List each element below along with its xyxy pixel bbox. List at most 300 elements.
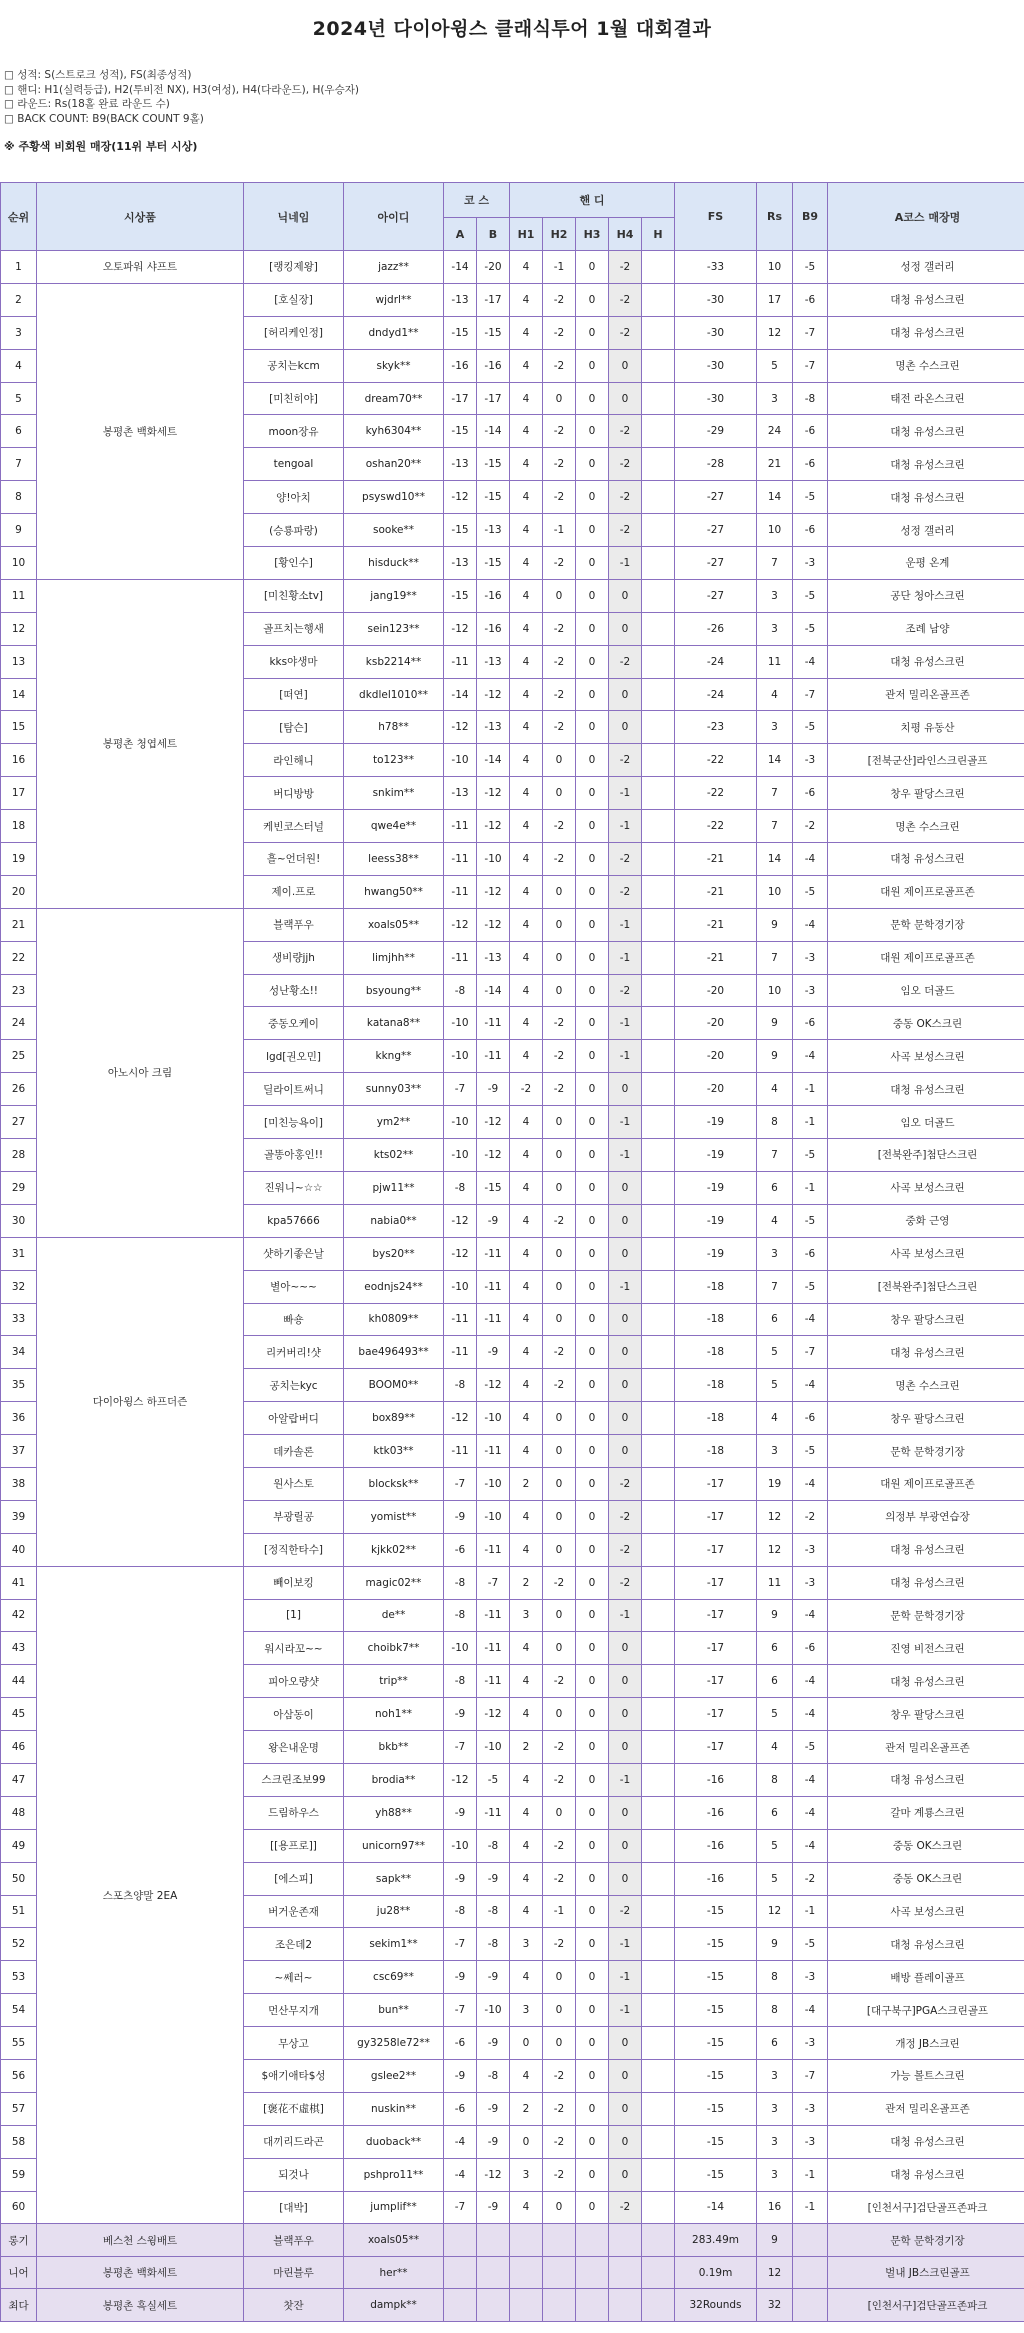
cell-nickname: 공치는kcm	[244, 349, 344, 382]
cell-h	[642, 612, 675, 645]
cell-fs: -15	[675, 2125, 757, 2158]
cell-course-b: -13	[477, 711, 510, 744]
cell-h	[642, 2092, 675, 2125]
cell-h4: 0	[609, 1731, 642, 1764]
cell-h3: 0	[576, 2158, 609, 2191]
cell-store: 태전 라온스크린	[828, 382, 1024, 415]
cell-fs: -17	[675, 1632, 757, 1665]
cell-rank: 15	[1, 711, 37, 744]
cell-empty	[510, 2289, 543, 2322]
cell-h3: 0	[576, 1500, 609, 1533]
cell-h	[642, 514, 675, 547]
cell-b9: -3	[793, 1533, 828, 1566]
cell-course-a: -8	[444, 1895, 477, 1928]
cell-h1: 4	[510, 1500, 543, 1533]
cell-nickname: 빠숑	[244, 1303, 344, 1336]
cell-course-b: -11	[477, 1796, 510, 1829]
cell-id: brodia**	[344, 1763, 444, 1796]
cell-course-a: -11	[444, 1435, 477, 1468]
cell-h4: -2	[609, 481, 642, 514]
cell-rs: 7	[757, 810, 793, 843]
cell-id: leess38**	[344, 843, 444, 876]
cell-nickname: 블랙푸우	[244, 908, 344, 941]
cell-h3: 0	[576, 1007, 609, 1040]
cell-h1: 4	[510, 941, 543, 974]
cell-nickname: 원사스토	[244, 1467, 344, 1500]
cell-h2: -2	[543, 1862, 576, 1895]
cell-id: dkdlel1010**	[344, 678, 444, 711]
cell-course-a: -12	[444, 711, 477, 744]
cell-b9: -4	[793, 1303, 828, 1336]
cell-h	[642, 2059, 675, 2092]
cell-course-b: -17	[477, 382, 510, 415]
cell-h1: 0	[510, 2125, 543, 2158]
cell-store: 명촌 수스크린	[828, 349, 1024, 382]
cell-fs: -20	[675, 1007, 757, 1040]
cell-h	[642, 1928, 675, 1961]
cell-b9: -2	[793, 810, 828, 843]
cell-id: bun**	[344, 1994, 444, 2027]
cell-empty	[576, 2256, 609, 2289]
cell-rs: 6	[757, 1303, 793, 1336]
cell-h3: 0	[576, 875, 609, 908]
cell-h	[642, 547, 675, 580]
cell-award-nickname: 블랙푸우	[244, 2224, 344, 2257]
header-h4: H4	[609, 218, 642, 251]
cell-h2: 0	[543, 2027, 576, 2060]
cell-h4: 0	[609, 1632, 642, 1665]
cell-h1: 4	[510, 1698, 543, 1731]
cell-h1: 4	[510, 1369, 543, 1402]
cell-course-a: -15	[444, 579, 477, 612]
cell-rank: 24	[1, 1007, 37, 1040]
cell-rs: 11	[757, 1566, 793, 1599]
cell-course-a: -15	[444, 514, 477, 547]
cell-h4: 0	[609, 678, 642, 711]
cell-course-b: -11	[477, 1665, 510, 1698]
cell-id: kh0809**	[344, 1303, 444, 1336]
cell-store: 중동 OK스크린	[828, 1007, 1024, 1040]
cell-rs: 10	[757, 974, 793, 1007]
cell-h1: 4	[510, 875, 543, 908]
cell-h	[642, 941, 675, 974]
cell-b9: -5	[793, 481, 828, 514]
cell-h2: -2	[543, 1566, 576, 1599]
cell-h4: -1	[609, 810, 642, 843]
cell-store: 배방 플레이골프	[828, 1961, 1024, 1994]
cell-course-b: -14	[477, 974, 510, 1007]
cell-h3: 0	[576, 2059, 609, 2092]
cell-store: 대청 유성스크린	[828, 2125, 1024, 2158]
cell-h	[642, 251, 675, 284]
cell-nickname: $애기애타$성	[244, 2059, 344, 2092]
cell-h1: 4	[510, 711, 543, 744]
cell-fs: -14	[675, 2191, 757, 2224]
cell-award-rs: 12	[757, 2256, 793, 2289]
cell-store: 대청 유성스크린	[828, 1566, 1024, 1599]
cell-store: 대청 유성스크린	[828, 1665, 1024, 1698]
cell-h4: -1	[609, 1007, 642, 1040]
cell-h2: -2	[543, 1829, 576, 1862]
cell-h3: 0	[576, 1204, 609, 1237]
cell-store: 중동 OK스크린	[828, 1829, 1024, 1862]
cell-h	[642, 316, 675, 349]
note-handicap: □ 핸디: H1(실력등급), H2(투비전 NX), H3(여성), H4(다라운드), H(우승자)	[4, 83, 359, 96]
cell-store: 창우 팔당스크린	[828, 1698, 1024, 1731]
cell-award-label: 롱기	[1, 2224, 37, 2257]
cell-rs: 5	[757, 349, 793, 382]
cell-nickname: [미친능욕이]	[244, 1106, 344, 1139]
cell-h4: -1	[609, 1599, 642, 1632]
cell-store: 진영 비전스크린	[828, 1632, 1024, 1665]
cell-course-a: -7	[444, 2191, 477, 2224]
cell-h3: 0	[576, 1994, 609, 2027]
cell-rs: 9	[757, 1007, 793, 1040]
cell-course-a: -8	[444, 1665, 477, 1698]
cell-course-a: -9	[444, 2059, 477, 2092]
cell-id: gslee2**	[344, 2059, 444, 2092]
cell-fs: -27	[675, 514, 757, 547]
cell-fs: -16	[675, 1862, 757, 1895]
cell-h	[642, 1237, 675, 1270]
table-row	[1, 579, 1024, 612]
cell-h1: 4	[510, 448, 543, 481]
cell-empty	[609, 2224, 642, 2257]
cell-h3: 0	[576, 1928, 609, 1961]
cell-empty	[642, 2224, 675, 2257]
cell-rank: 29	[1, 1171, 37, 1204]
cell-h3: 0	[576, 908, 609, 941]
cell-nickname: [허리케인정]	[244, 316, 344, 349]
cell-h3: 0	[576, 415, 609, 448]
cell-course-a: -7	[444, 1073, 477, 1106]
cell-nickname: 피아오량샷	[244, 1665, 344, 1698]
cell-rank: 19	[1, 843, 37, 876]
cell-nickname: 드림하우스	[244, 1796, 344, 1829]
cell-h	[642, 1895, 675, 1928]
cell-h2: -1	[543, 251, 576, 284]
cell-h3: 0	[576, 974, 609, 1007]
cell-h4: 0	[609, 711, 642, 744]
cell-h4: -2	[609, 875, 642, 908]
cell-rank: 17	[1, 777, 37, 810]
cell-store: 대청 유성스크린	[828, 415, 1024, 448]
cell-nickname: [정직한타수]	[244, 1533, 344, 1566]
cell-store: 사곡 보성스크린	[828, 1895, 1024, 1928]
cell-rs: 4	[757, 1073, 793, 1106]
cell-course-a: -15	[444, 316, 477, 349]
cell-b9: -7	[793, 678, 828, 711]
cell-h4: -2	[609, 744, 642, 777]
cell-course-a: -4	[444, 2158, 477, 2191]
cell-course-b: -9	[477, 1862, 510, 1895]
cell-course-a: -17	[444, 382, 477, 415]
header-fs: FS	[675, 183, 757, 251]
cell-b9: -7	[793, 1336, 828, 1369]
cell-h1: 4	[510, 283, 543, 316]
cell-h3: 0	[576, 481, 609, 514]
cell-nickname: 부광릴공	[244, 1500, 344, 1533]
cell-award-store: 문학 문학경기장	[828, 2224, 1024, 2257]
cell-course-b: -12	[477, 875, 510, 908]
cell-h	[642, 1566, 675, 1599]
cell-rs: 3	[757, 711, 793, 744]
cell-rs: 12	[757, 1895, 793, 1928]
cell-store: 대청 유성스크린	[828, 448, 1024, 481]
cell-course-b: -10	[477, 1500, 510, 1533]
cell-course-b: -17	[477, 283, 510, 316]
cell-store: 사곡 보성스크린	[828, 1237, 1024, 1270]
cell-fs: -17	[675, 1599, 757, 1632]
cell-id: h78**	[344, 711, 444, 744]
cell-h1: 4	[510, 1303, 543, 1336]
cell-h	[642, 1171, 675, 1204]
cell-fs: -24	[675, 678, 757, 711]
cell-course-b: -15	[477, 547, 510, 580]
cell-id: hisduck**	[344, 547, 444, 580]
cell-h2: 0	[543, 1961, 576, 1994]
cell-store: 운평 온계	[828, 547, 1024, 580]
cell-b9: -3	[793, 2092, 828, 2125]
cell-fs: -22	[675, 777, 757, 810]
cell-h3: 0	[576, 2027, 609, 2060]
cell-h1: 2	[510, 2092, 543, 2125]
cell-empty	[576, 2224, 609, 2257]
cell-rs: 5	[757, 1336, 793, 1369]
cell-h2: -2	[543, 316, 576, 349]
cell-h3: 0	[576, 678, 609, 711]
cell-h1: 4	[510, 579, 543, 612]
cell-course-a: -12	[444, 481, 477, 514]
cell-fs: -17	[675, 1665, 757, 1698]
cell-rank: 16	[1, 744, 37, 777]
cell-id: hwang50**	[344, 875, 444, 908]
cell-b9: -3	[793, 2027, 828, 2060]
cell-h1: 4	[510, 349, 543, 382]
cell-b9: -4	[793, 1763, 828, 1796]
cell-h4: -2	[609, 415, 642, 448]
cell-h2: -2	[543, 843, 576, 876]
cell-course-b: -10	[477, 1731, 510, 1764]
cell-fs: -21	[675, 843, 757, 876]
cell-h4: -2	[609, 645, 642, 678]
cell-h3: 0	[576, 251, 609, 284]
cell-course-a: -6	[444, 1533, 477, 1566]
cell-empty	[543, 2256, 576, 2289]
cell-award-store: [인천서구]검단골프존파크	[828, 2289, 1024, 2322]
cell-id: bsyoung**	[344, 974, 444, 1007]
cell-h	[642, 382, 675, 415]
cell-empty	[444, 2256, 477, 2289]
cell-prize: 봉평촌 청엽세트	[37, 579, 244, 908]
cell-h4: 0	[609, 2059, 642, 2092]
cell-award-id: dampk**	[344, 2289, 444, 2322]
cell-h4: 0	[609, 1336, 642, 1369]
cell-rs: 12	[757, 316, 793, 349]
table-row	[1, 251, 1024, 284]
cell-h4: -2	[609, 514, 642, 547]
cell-store: 대청 유성스크린	[828, 283, 1024, 316]
cell-rs: 3	[757, 2125, 793, 2158]
cell-id: ksb2214**	[344, 645, 444, 678]
cell-h1: 4	[510, 382, 543, 415]
cell-b9: -4	[793, 1369, 828, 1402]
cell-course-a: -10	[444, 1270, 477, 1303]
cell-h3: 0	[576, 777, 609, 810]
cell-rs: 9	[757, 1928, 793, 1961]
cell-h	[642, 1204, 675, 1237]
cell-h1: 4	[510, 678, 543, 711]
cell-course-a: -9	[444, 1500, 477, 1533]
cell-course-b: -11	[477, 1599, 510, 1632]
cell-prize: 아노시아 크림	[37, 908, 244, 1237]
cell-h1: 4	[510, 316, 543, 349]
cell-course-b: -15	[477, 316, 510, 349]
cell-h1: 4	[510, 2191, 543, 2224]
cell-course-a: -11	[444, 843, 477, 876]
cell-nickname: 별아~~~	[244, 1270, 344, 1303]
cell-id: ktk03**	[344, 1435, 444, 1468]
cell-rs: 6	[757, 2027, 793, 2060]
header-course: 코 스	[444, 183, 510, 218]
cell-rank: 30	[1, 1204, 37, 1237]
cell-course-b: -12	[477, 908, 510, 941]
cell-store: 대청 유성스크린	[828, 645, 1024, 678]
cell-award-prize: 봉평촌 흑실세트	[37, 2289, 244, 2322]
cell-store: 대청 유성스크린	[828, 2158, 1024, 2191]
cell-store: 명촌 수스크린	[828, 810, 1024, 843]
cell-id: box89**	[344, 1402, 444, 1435]
cell-nickname: 왕은내운명	[244, 1731, 344, 1764]
cell-fs: -26	[675, 612, 757, 645]
cell-h	[642, 1073, 675, 1106]
cell-h1: 3	[510, 2158, 543, 2191]
cell-b9: -4	[793, 1467, 828, 1500]
cell-h2: 0	[543, 908, 576, 941]
cell-course-b: -8	[477, 1928, 510, 1961]
cell-rank: 11	[1, 579, 37, 612]
cell-h3: 0	[576, 1171, 609, 1204]
cell-fs: -17	[675, 1731, 757, 1764]
cell-nickname: 데카솔론	[244, 1435, 344, 1468]
cell-nickname: [褒花不虛棋]	[244, 2092, 344, 2125]
cell-h2: -2	[543, 2092, 576, 2125]
cell-h4: -1	[609, 1270, 642, 1303]
cell-h1: 4	[510, 1895, 543, 1928]
cell-empty	[477, 2289, 510, 2322]
cell-prize: 오토파워 샤프트	[37, 251, 244, 284]
cell-nickname: 제이.프로	[244, 875, 344, 908]
cell-b9: -4	[793, 1665, 828, 1698]
cell-rank: 58	[1, 2125, 37, 2158]
cell-empty	[642, 2289, 675, 2322]
cell-rank: 49	[1, 1829, 37, 1862]
cell-id: bys20**	[344, 1237, 444, 1270]
cell-h1: 4	[510, 1665, 543, 1698]
cell-rank: 40	[1, 1533, 37, 1566]
cell-course-b: -10	[477, 1402, 510, 1435]
cell-rs: 8	[757, 1106, 793, 1139]
cell-award-store: 벌내 JB스크린골프	[828, 2256, 1024, 2289]
cell-rank: 26	[1, 1073, 37, 1106]
cell-h	[642, 1007, 675, 1040]
cell-h4: -2	[609, 251, 642, 284]
header-b9: B9	[793, 183, 828, 251]
cell-rs: 5	[757, 1698, 793, 1731]
cell-h4: -1	[609, 941, 642, 974]
cell-nickname: 무상고	[244, 2027, 344, 2060]
cell-b9: -7	[793, 2059, 828, 2092]
cell-nickname: 라인해니	[244, 744, 344, 777]
cell-h2: 0	[543, 1632, 576, 1665]
cell-h	[642, 843, 675, 876]
cell-course-b: -15	[477, 1171, 510, 1204]
cell-h1: 4	[510, 415, 543, 448]
cell-fs: -19	[675, 1106, 757, 1139]
cell-b9: -6	[793, 1632, 828, 1665]
cell-fs: -19	[675, 1237, 757, 1270]
cell-h	[642, 1994, 675, 2027]
table-row	[1, 908, 1024, 941]
cell-store: 임오 더골드	[828, 974, 1024, 1007]
cell-id: dream70**	[344, 382, 444, 415]
cell-fs: -22	[675, 810, 757, 843]
cell-rs: 6	[757, 1665, 793, 1698]
cell-rank: 20	[1, 875, 37, 908]
cell-store: 대청 유성스크린	[828, 1928, 1024, 1961]
cell-course-a: -11	[444, 875, 477, 908]
cell-empty	[444, 2224, 477, 2257]
cell-rs: 4	[757, 1402, 793, 1435]
cell-rank: 2	[1, 283, 37, 316]
cell-rank: 31	[1, 1237, 37, 1270]
cell-nickname: [탐슨]	[244, 711, 344, 744]
cell-id: wjdrl**	[344, 283, 444, 316]
cell-empty	[444, 2289, 477, 2322]
cell-nickname: 골똥아홍인!!	[244, 1139, 344, 1172]
cell-rs: 7	[757, 1139, 793, 1172]
cell-course-a: -4	[444, 2125, 477, 2158]
cell-award-rs: 32	[757, 2289, 793, 2322]
cell-h2: 0	[543, 1599, 576, 1632]
cell-rs: 8	[757, 1961, 793, 1994]
cell-rank: 55	[1, 2027, 37, 2060]
cell-fs: -30	[675, 349, 757, 382]
cell-course-b: -15	[477, 481, 510, 514]
cell-b9: -6	[793, 448, 828, 481]
cell-rs: 7	[757, 1270, 793, 1303]
cell-course-b: -15	[477, 448, 510, 481]
cell-h1: 4	[510, 1040, 543, 1073]
cell-fs: -17	[675, 1566, 757, 1599]
cell-course-a: -10	[444, 1007, 477, 1040]
cell-award-rs: 9	[757, 2224, 793, 2257]
cell-id: trip**	[344, 1665, 444, 1698]
cell-prize: 다이아윙스 하프더즌	[37, 1237, 244, 1566]
cell-h2: 0	[543, 1698, 576, 1731]
cell-rank: 27	[1, 1106, 37, 1139]
cell-store: 사곡 보성스크린	[828, 1040, 1024, 1073]
cell-store: 사곡 보성스크린	[828, 1171, 1024, 1204]
cell-id: psyswd10**	[344, 481, 444, 514]
cell-h3: 0	[576, 1895, 609, 1928]
cell-store: 가능 볼트스크린	[828, 2059, 1024, 2092]
header-h1: H1	[510, 218, 543, 251]
cell-course-a: -13	[444, 547, 477, 580]
cell-h3: 0	[576, 1665, 609, 1698]
cell-rank: 54	[1, 1994, 37, 2027]
cell-h4: 0	[609, 1665, 642, 1698]
